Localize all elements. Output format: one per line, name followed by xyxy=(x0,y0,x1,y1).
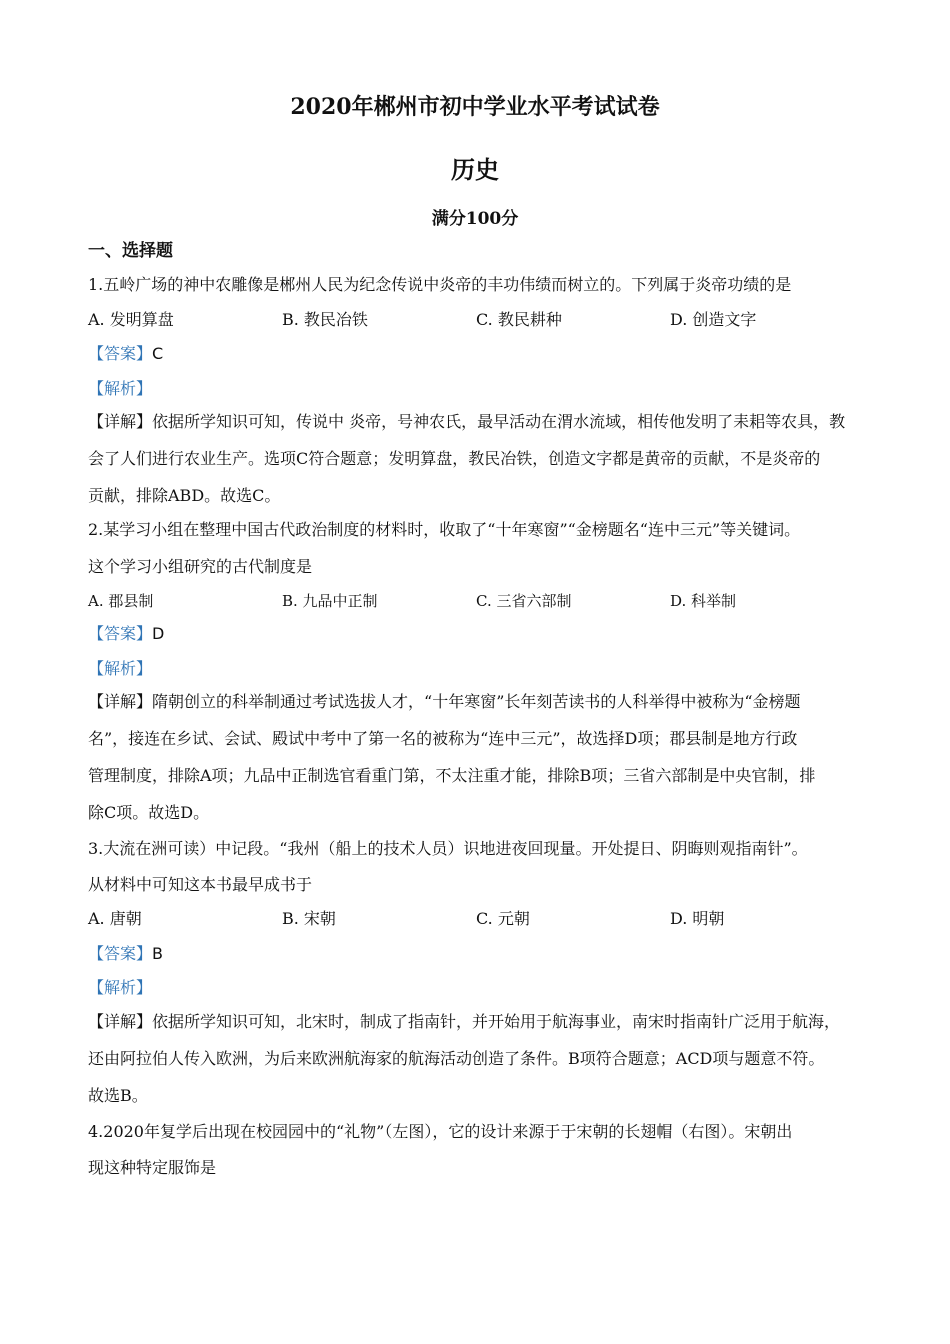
q1-answer xyxy=(88,343,878,365)
q3-detail-line-3: 故选B。 xyxy=(88,1086,148,1105)
q3-answer xyxy=(88,943,878,965)
q2-stem-line-2: 这个学习小组研究的古代制度是 xyxy=(88,557,313,576)
q1-detail-line-3: 贡献，排除ABD。故选C。 xyxy=(88,486,281,505)
detail-tag: 【详解】 xyxy=(88,692,153,711)
q2-detail-line-3: 管理制度，排除A项；九品中正制选官看重门第，不太注重才能，排除B项；三省六部制是中央官制，排 xyxy=(88,766,816,785)
q2-option-d: D. 科举制 xyxy=(670,592,737,610)
q3-detail-line-2: 还由阿拉伯人传入欧洲，为后来欧洲航海家的航海活动创造了条件。B项符合题意；ACD项与题意不符。 xyxy=(88,1049,825,1068)
q3-option-a: A. 唐朝 xyxy=(88,909,142,928)
q2-detail-line-2: 名”，接连在乡试、会试、殿试中考中了第一名的被称为“连中三元”，故选择D项；郡县制是地方行政 xyxy=(88,729,798,748)
detail-text: 依据所学知识可知，北宋时，制成了指南针，并开始用于航海事业，南宋时指南针广泛用于航海， xyxy=(152,1012,841,1031)
answer-value: D xyxy=(152,624,165,643)
q2-answer xyxy=(88,623,878,645)
detail-tag: 【详解】 xyxy=(88,412,153,431)
q1-option-b: B. 教民冶铁 xyxy=(282,310,368,329)
detail-tag: 【详解】 xyxy=(88,1012,153,1031)
section-heading: 一、选择题 xyxy=(88,241,173,261)
q1-option-d: D. 创造文字 xyxy=(670,310,757,329)
analysis-tag: 【解析】 xyxy=(88,659,153,678)
q2-detail-line-4: 除C项。故选D。 xyxy=(88,803,210,822)
q1-option-c: C. 教民耕种 xyxy=(476,310,562,329)
answer-value: B xyxy=(152,944,163,963)
detail-text: 隋朝创立的科举制通过考试选拔人才，“十年寒窗”长年刻苦读书的人科举得中被称为“金榜题 xyxy=(152,692,801,711)
analysis-tag: 【解析】 xyxy=(88,978,153,997)
score-line: 满分100分 xyxy=(431,209,519,229)
analysis-tag: 【解析】 xyxy=(88,379,153,398)
q2-stem-line-1: 2.某学习小组在整理中国古代政治制度的材料时，收取了“十年寒窗”“金榜题名“连中三元”等关键词。 xyxy=(88,520,801,539)
detail-text: 依据所学知识可知，传说中 炎帝，号神农氏，最早活动在渭水流域，相传他发明了耒耜等农具，教 xyxy=(152,412,846,431)
q1-detail-line-1 xyxy=(88,411,878,433)
q2-option-a: A. 郡县制 xyxy=(88,592,154,610)
q3-detail-line-1 xyxy=(88,1011,878,1033)
exam-title: 2020年郴州市初中学业水平考试试卷 xyxy=(290,94,660,120)
q3-stem-line-1: 3.大流在洲可读）中记段。“我州（船上的技术人员）识地进夜回现量。开处提日、阴晦则观指南针”。 xyxy=(88,839,808,858)
answer-tag: 【答案】 xyxy=(88,344,153,363)
q1-stem: 1.五岭广场的神中农雕像是郴州人民为纪念传说中炎帝的丰功伟绩而树立的。下列属于炎帝功绩的是 xyxy=(88,275,792,294)
q3-analysis xyxy=(88,977,878,999)
q1-analysis xyxy=(88,378,878,400)
q2-analysis xyxy=(88,658,878,680)
answer-value: C xyxy=(152,344,164,363)
q2-option-c: C. 三省六部制 xyxy=(476,592,572,610)
subject-title: 历史 xyxy=(451,155,499,184)
q2-option-b: B. 九品中正制 xyxy=(282,592,378,610)
q2-detail-line-1 xyxy=(88,691,878,713)
answer-tag: 【答案】 xyxy=(88,624,153,643)
answer-tag: 【答案】 xyxy=(88,944,153,963)
q4-stem-line-2: 现这种特定服饰是 xyxy=(88,1158,217,1177)
q1-option-a: A. 发明算盘 xyxy=(88,310,174,329)
q4-stem-line-1: 4.2020年复学后出现在校园园中的“礼物”（左图），它的设计来源于于宋朝的长翅帽（右图）。宋朝出 xyxy=(88,1122,793,1141)
q1-detail-line-2: 会了人们进行农业生产。选项C符合题意；发明算盘，教民冶铁，创造文字都是黄帝的贡献，不是炎帝的 xyxy=(88,449,821,468)
q3-option-b: B. 宋朝 xyxy=(282,909,336,928)
q3-stem-line-2: 从材料中可知这本书最早成书于 xyxy=(88,875,313,894)
q3-option-c: C. 元朝 xyxy=(476,909,530,928)
q3-option-d: D. 明朝 xyxy=(670,909,725,928)
